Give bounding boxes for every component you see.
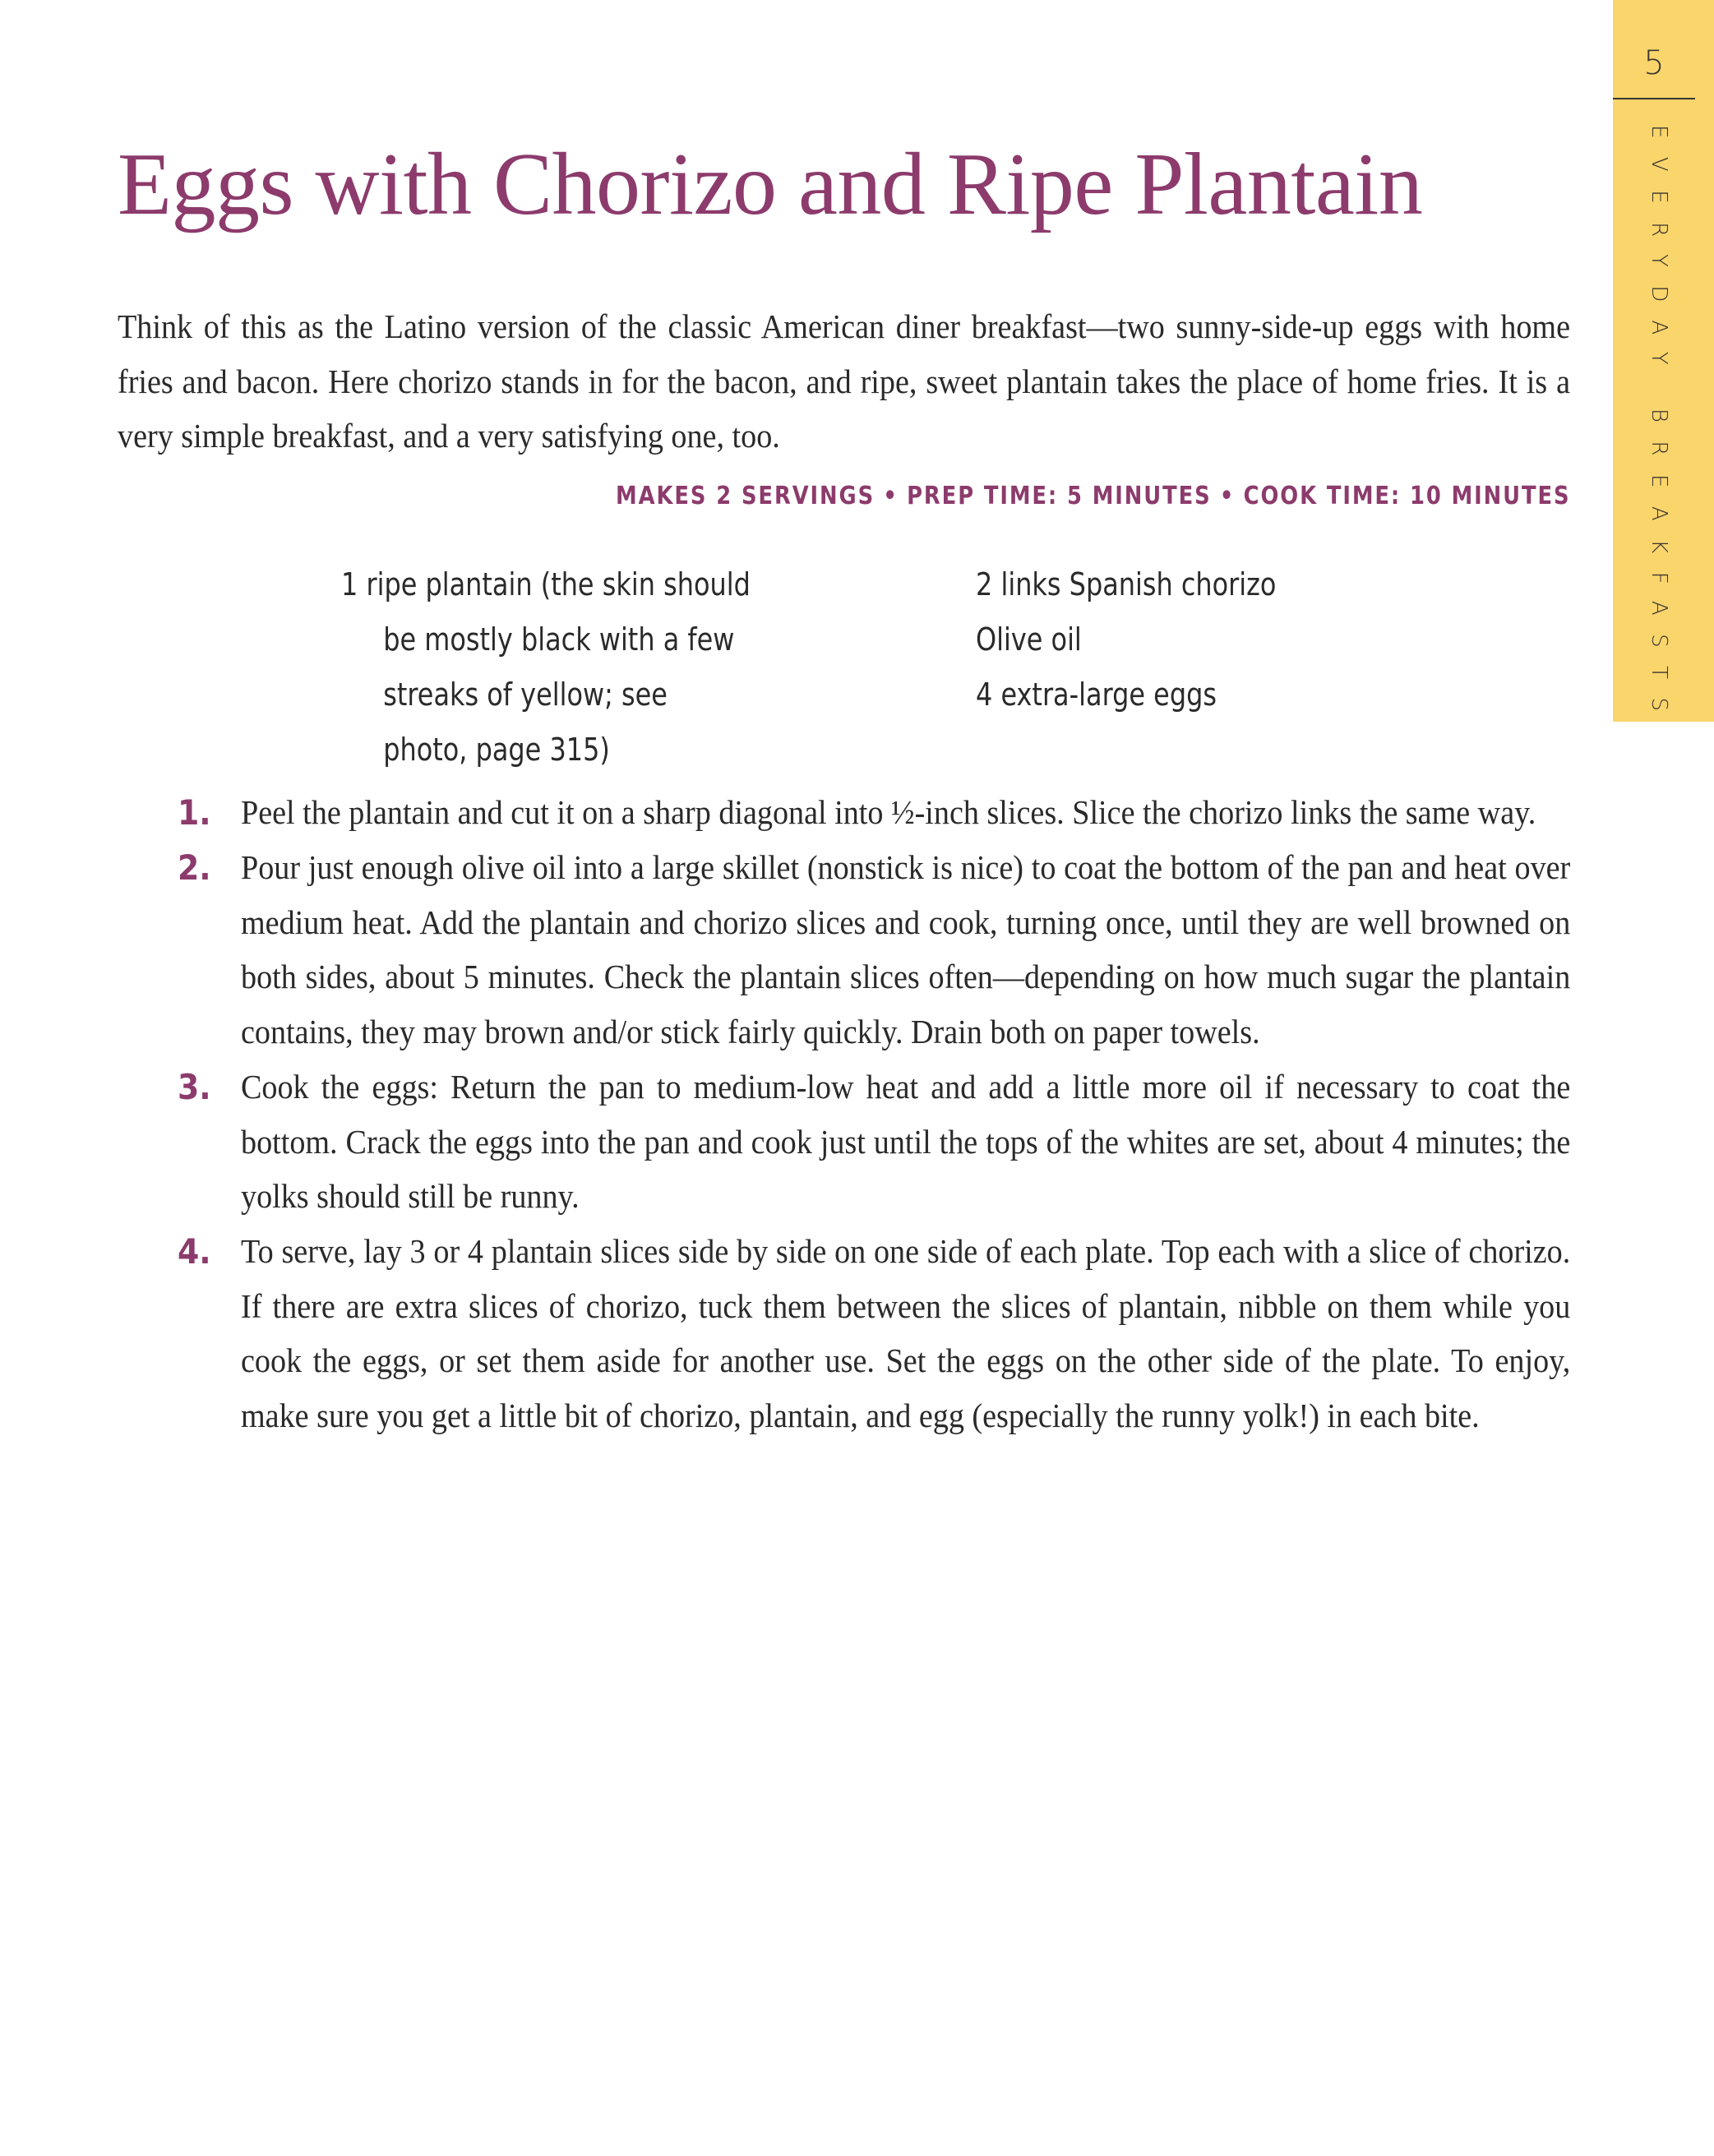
- step-number: 1.: [178, 792, 211, 833]
- step-number: 2.: [178, 847, 211, 888]
- step-3: [0, 1060, 1714, 1224]
- ingredient-item: 1 ripe plantain (the skin should be mostly black with a few streaks of yellow; see photo, page 315): [341, 566, 751, 768]
- step-2: [0, 840, 1714, 1060]
- page-number: 5: [1643, 44, 1665, 82]
- servings: MAKES 2 SERVINGS: [615, 482, 875, 510]
- ingredient-item: Olive oil: [976, 621, 1082, 658]
- prep-time: PREP TIME: 5 MINUTES: [906, 482, 1212, 510]
- bullet-separator: •: [1219, 482, 1235, 510]
- step-text: [241, 1060, 1570, 1224]
- step-text: [241, 840, 1570, 1060]
- step-text-content: Peel the plantain and cut it on a sharp diagonal into ½-inch slices. Slice the chorizo links the same way.: [241, 793, 1536, 831]
- step-number: 3.: [178, 1067, 211, 1107]
- step-4: [0, 1224, 1714, 1443]
- ingredients-column-left: [341, 557, 933, 778]
- recipe-intro: [118, 299, 1570, 464]
- cook-time: COOK TIME: 10 MINUTES: [1243, 482, 1570, 510]
- recipe-title: Eggs with Chorizo and Ripe Plantain: [118, 136, 1423, 233]
- ingredient-item: 4 extra-large eggs: [976, 676, 1217, 713]
- recipe-meta: [616, 480, 1570, 513]
- step-text-content: Cook the eggs: Return the pan to medium-low heat and add a little more oil if necessary to coat the bottom. Crack the eggs into the pan and cook just until the tops of the whites are set, about 4 minutes; the yolks should still be runny.: [241, 1068, 1571, 1216]
- ingredient-item: 2 links Spanish chorizo: [976, 566, 1277, 602]
- ingredients-column-right: [976, 557, 1387, 723]
- method-steps: [0, 785, 1714, 1443]
- step-text-content: Pour just enough olive oil into a large skillet (nonstick is nice) to coat the bottom of the pan and heat over medium heat. Add the plantain and chorizo slices and cook, turning once, until they are well browned on both sides, about 5 minutes. Check the plantain slices often—depending on how much sugar the plantain contains, they may brown and/or stick fairly quickly. Drain both on paper towels.: [241, 848, 1571, 1051]
- section-label: EVERYDAY BREAKFASTS: [1647, 125, 1671, 730]
- tab-divider: [1613, 98, 1695, 99]
- step-number: 4.: [178, 1231, 211, 1272]
- step-text: [241, 1224, 1570, 1443]
- recipe-intro-text: Think of this as the Latino version of the classic American diner breakfast—two sunny-side-up eggs with home fries and bacon. Here chorizo stands in for the bacon, and ripe, sweet plantain takes the place of home fries. It is a very simple breakfast, and a very satisfying one, too.: [118, 307, 1570, 455]
- step-1: [0, 785, 1714, 840]
- step-text-content: To serve, lay 3 or 4 plantain slices side by side on one side of each plate. Top each with a slice of chorizo. If there are extra slices of chorizo, tuck them between the slices of plantain, nibble on them while you cook the eggs, or set them aside for another use. Set the eggs on the other side of the plate. To enjoy, make sure you get a little bit of chorizo, plantain, and egg (especially the runny yolk!) in each bite.: [241, 1232, 1571, 1435]
- bullet-separator: •: [882, 482, 899, 510]
- step-text: [241, 785, 1570, 840]
